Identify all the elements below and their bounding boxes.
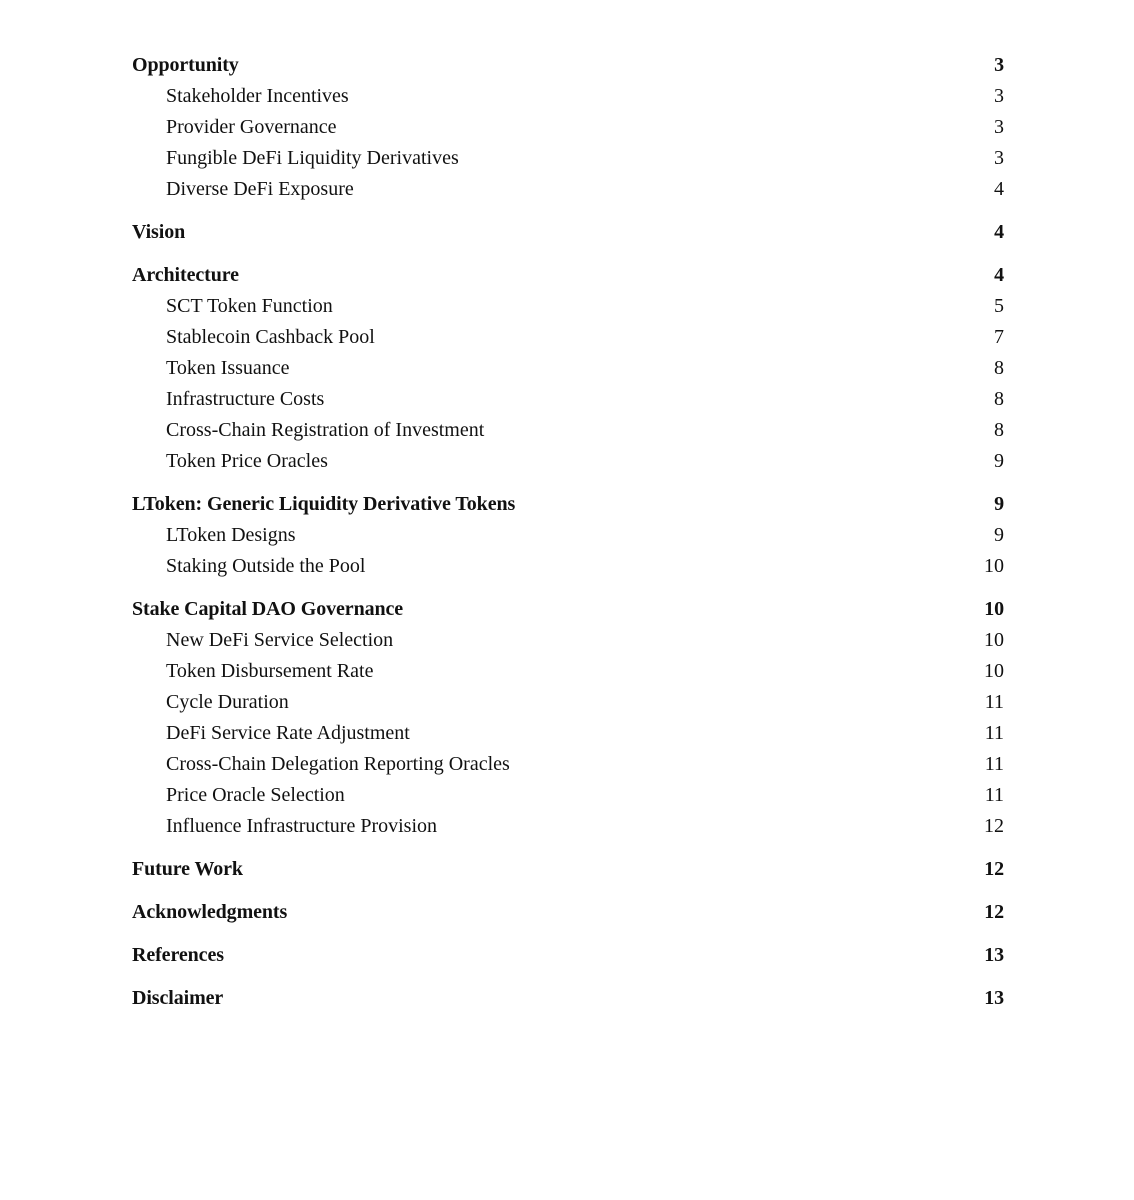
toc-entry-major[interactable] bbox=[132, 489, 1004, 520]
toc-entry-title: Future Work bbox=[132, 858, 243, 880]
toc-page-number: 12 bbox=[984, 858, 1004, 880]
toc-entry-sub[interactable] bbox=[132, 718, 1004, 749]
toc-subentry-title: Diverse DeFi Exposure bbox=[166, 178, 354, 200]
toc-entry-sub[interactable] bbox=[132, 384, 1004, 415]
toc-entry-major[interactable] bbox=[132, 260, 1004, 291]
toc-subentry-title: LToken Designs bbox=[166, 524, 296, 546]
toc-page-number: 13 bbox=[984, 944, 1004, 966]
toc-section bbox=[132, 217, 1004, 248]
toc-page-number: 12 bbox=[984, 815, 1004, 837]
toc-page-number: 3 bbox=[994, 116, 1004, 138]
toc-entry-title: Opportunity bbox=[132, 54, 239, 76]
toc-entry-major[interactable] bbox=[132, 217, 1004, 248]
toc-subentry-title: Cycle Duration bbox=[166, 691, 289, 713]
toc-section bbox=[132, 940, 1004, 971]
toc-entry-sub[interactable] bbox=[132, 687, 1004, 718]
toc-page-number: 8 bbox=[994, 419, 1004, 441]
toc-entry-title: LToken: Generic Liquidity Derivative Tokens bbox=[132, 493, 516, 515]
toc-section bbox=[132, 594, 1004, 842]
toc-subentry-title: Fungible DeFi Liquidity Derivatives bbox=[166, 147, 459, 169]
toc-entry-title: Stake Capital DAO Governance bbox=[132, 598, 404, 620]
toc-subentry-title: Token Disbursement Rate bbox=[166, 660, 374, 682]
table-of-contents bbox=[132, 50, 1004, 1014]
toc-entry-title: Architecture bbox=[132, 264, 239, 286]
toc-subentry-title: Token Issuance bbox=[166, 357, 290, 379]
toc-page-number: 11 bbox=[984, 753, 1004, 775]
toc-section bbox=[132, 260, 1004, 477]
toc-page-number: 11 bbox=[984, 722, 1004, 744]
toc-entry-sub[interactable] bbox=[132, 353, 1004, 384]
toc-section bbox=[132, 983, 1004, 1014]
toc-entry-sub[interactable] bbox=[132, 322, 1004, 353]
toc-section bbox=[132, 854, 1004, 885]
toc-section bbox=[132, 50, 1004, 205]
toc-subentry-title: Infrastructure Costs bbox=[166, 388, 325, 410]
toc-page-number: 10 bbox=[984, 660, 1004, 682]
toc-page-number: 3 bbox=[994, 147, 1004, 169]
toc-section bbox=[132, 897, 1004, 928]
toc-entry-title: Vision bbox=[132, 221, 186, 243]
toc-entry-sub[interactable] bbox=[132, 291, 1004, 322]
toc-page-number: 9 bbox=[994, 493, 1004, 515]
toc-entry-major[interactable] bbox=[132, 594, 1004, 625]
toc-entry-major[interactable] bbox=[132, 940, 1004, 971]
toc-page-number: 9 bbox=[994, 524, 1004, 546]
toc-entry-sub[interactable] bbox=[132, 446, 1004, 477]
toc-subentry-title: Provider Governance bbox=[166, 116, 337, 138]
toc-entry-major[interactable] bbox=[132, 854, 1004, 885]
toc-page-number: 4 bbox=[994, 178, 1004, 200]
toc-entry-sub[interactable] bbox=[132, 415, 1004, 446]
toc-page-number: 10 bbox=[984, 555, 1004, 577]
toc-entry-sub[interactable] bbox=[132, 112, 1004, 143]
toc-subentry-title: New DeFi Service Selection bbox=[166, 629, 394, 651]
toc-entry-title: Disclaimer bbox=[132, 987, 224, 1009]
toc-entry-sub[interactable] bbox=[132, 780, 1004, 811]
toc-page-number: 10 bbox=[984, 598, 1004, 620]
toc-page-number: 4 bbox=[994, 221, 1004, 243]
toc-subentry-title: Price Oracle Selection bbox=[166, 784, 345, 806]
toc-entry-title: References bbox=[132, 944, 224, 966]
toc-subentry-title: SCT Token Function bbox=[166, 295, 333, 317]
toc-subentry-title: Stablecoin Cashback Pool bbox=[166, 326, 375, 348]
toc-page-number: 9 bbox=[994, 450, 1004, 472]
toc-subentry-title: Cross-Chain Registration of Investment bbox=[166, 419, 485, 441]
toc-subentry-title: DeFi Service Rate Adjustment bbox=[166, 722, 410, 744]
toc-page-number: 10 bbox=[984, 629, 1004, 651]
toc-page-number: 8 bbox=[994, 357, 1004, 379]
toc-entry-sub[interactable] bbox=[132, 656, 1004, 687]
toc-entry-sub[interactable] bbox=[132, 551, 1004, 582]
toc-section bbox=[132, 489, 1004, 582]
toc-entry-major[interactable] bbox=[132, 50, 1004, 81]
toc-entry-title: Acknowledgments bbox=[132, 901, 288, 923]
toc-entry-sub[interactable] bbox=[132, 811, 1004, 842]
toc-subentry-title: Stakeholder Incentives bbox=[166, 85, 349, 107]
toc-entry-sub[interactable] bbox=[132, 749, 1004, 780]
toc-page-number: 11 bbox=[984, 784, 1004, 806]
toc-page-number: 5 bbox=[994, 295, 1004, 317]
toc-entry-sub[interactable] bbox=[132, 625, 1004, 656]
toc-page-number: 11 bbox=[984, 691, 1004, 713]
toc-page-number: 7 bbox=[994, 326, 1004, 348]
toc-subentry-title: Influence Infrastructure Provision bbox=[166, 815, 438, 837]
toc-entry-major[interactable] bbox=[132, 983, 1004, 1014]
toc-entry-sub[interactable] bbox=[132, 143, 1004, 174]
toc-page-number: 3 bbox=[994, 85, 1004, 107]
toc-subentry-title: Cross-Chain Delegation Reporting Oracles bbox=[166, 753, 510, 775]
toc-entry-major[interactable] bbox=[132, 897, 1004, 928]
toc-page-number: 12 bbox=[984, 901, 1004, 923]
toc-page-number: 4 bbox=[994, 264, 1004, 286]
toc-page-number: 8 bbox=[994, 388, 1004, 410]
toc-subentry-title: Staking Outside the Pool bbox=[166, 555, 366, 577]
toc-entry-sub[interactable] bbox=[132, 174, 1004, 205]
toc-subentry-title: Token Price Oracles bbox=[166, 450, 328, 472]
toc-entry-sub[interactable] bbox=[132, 81, 1004, 112]
toc-page-number: 13 bbox=[984, 987, 1004, 1009]
toc-page-number: 3 bbox=[994, 54, 1004, 76]
toc-entry-sub[interactable] bbox=[132, 520, 1004, 551]
